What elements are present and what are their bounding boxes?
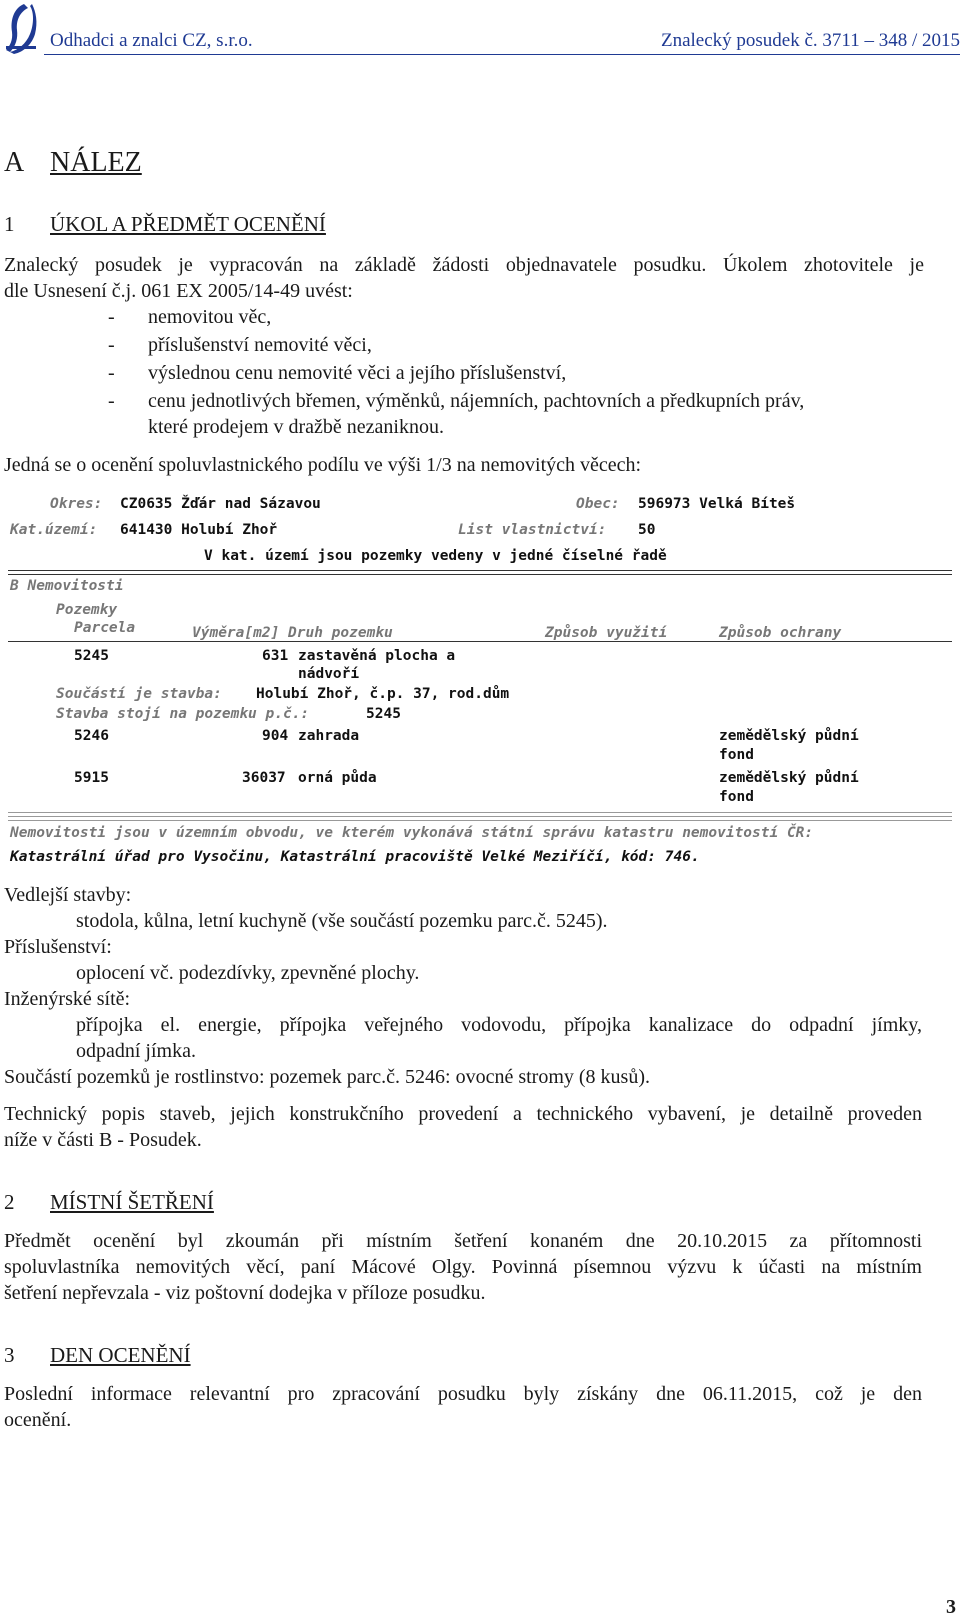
company-logo [4,2,38,54]
soucasti-pozemku: Součástí pozemků je rostlinstvo: pozemek parc.č. 5246: ovocné stromy (8 kusů). [4,1066,650,1088]
obec-value: 596973 Velká Bíteš [638,496,796,512]
soucasti-value: Holubí Zhoř, č.p. 37, rod.dům [256,686,510,702]
vyuziti-header: Způsob využití [545,625,668,641]
tech-line2: níže v části B - Posudek. [4,1129,202,1151]
sec2-line2: spoluvlastníka nemovitých věcí, paní Mácové Olgy. Povinná písemnou výzvu k účasti na místním [4,1256,922,1278]
table-cell: 5915 [74,770,109,786]
sec2-line1: Předmět ocenění byl zkoumán při místním šetření konaném dne 20.10.2015 za přítomnosti [4,1230,922,1252]
list-item: výslednou cenu nemovité věci a jejího příslušenství, [148,362,567,384]
table-rule [8,816,952,817]
prislusenstvi-label: Příslušenství: [4,936,112,958]
list-item: nemovitou věc, [148,306,272,328]
report-number: Znalecký posudek č. 3711 – 348 / 2015 [660,30,960,51]
sec2-title: MÍSTNÍ ŠETŘENÍ [50,1190,214,1214]
table-rule [8,641,952,642]
table-cell: 631 [262,648,289,664]
parcela-header: Parcela [74,620,136,636]
list-item-continuation: které prodejem v dražbě nezaniknou. [148,416,444,438]
table-cell: 5245 [74,648,109,664]
header-rule [44,54,960,55]
b-nemovitosti-label: B Nemovitosti [10,578,124,594]
okres-value: CZ0635 Žďár nad Sázavou [120,496,321,512]
sec1-paragraph-line1: Znalecký posudek je vypracován na základě žádosti objednavatele posudku. Úkolem zhotovitele je [4,254,924,276]
section-a-title: NÁLEZ [50,147,142,178]
ochrana-header: Způsob ochrany [719,625,842,641]
sec2-number: 2 [4,1190,15,1214]
table-cell: zemědělský půdní [719,728,859,744]
sec3-line1: Poslední informace relevantní pro zpracování posudku byly získány dne 06.11.2015, což je den [4,1383,922,1405]
bullet-mark: - [108,390,115,412]
prislusenstvi-value: oplocení vč. podezdívky, zpevněné plochy. [76,962,420,984]
sec2-line3: šetření nepřevzala - viz poštovní dodejka v příloze posudku. [4,1282,486,1304]
kn-footer-line1: Nemovitosti jsou v územním obvodu, ve kterém vykonává státní správu katastru nemovitostí ČR: [10,825,814,841]
stavba-value: 5245 [366,706,401,722]
table-cell: zahrada [298,728,360,744]
site-label: Inženýrské sítě: [4,988,131,1010]
table-cell: nádvoří [298,666,360,682]
katuzemi-value: 641430 Holubí Zhoř [120,522,278,538]
rada-note: V kat. území jsou pozemky vedeny v jedné číselné řadě [204,548,667,564]
bullet-mark: - [108,334,115,356]
soucasti-label: Součástí je stavba: [56,686,222,702]
lv-label: List vlastnictví: [458,522,607,538]
sec1-share-note: Jedná se o ocenění spoluvlastnického podílu ve výši 1/3 na nemovitých věcech: [4,454,642,476]
sec1-number: 1 [4,212,15,236]
kn-footer-line2: Katastrální úřad pro Vysočinu, Katastrální pracoviště Velké Meziříčí, kód: 746. [10,849,700,865]
tech-line1: Technický popis staveb, jejich konstrukčního provedení a technického vybavení, je detailně proveden [4,1103,922,1125]
list-item: příslušenství nemovité věci, [148,334,372,356]
obec-label: Obec: [576,496,620,512]
lv-value: 50 [638,522,656,538]
table-cell: 904 [262,728,289,744]
sec3-title: DEN OCENĚNÍ [50,1343,191,1367]
company-name: Odhadci a znalci CZ, s.r.o. [50,30,253,51]
page-header [0,0,960,58]
table-cell: 5246 [74,728,109,744]
sec1-paragraph-line2: dle Usnesení č.j. 061 EX 2005/14-49 uvést: [4,280,353,302]
pozemky-label: Pozemky [56,602,118,618]
table-rule [8,812,952,813]
table-cell: zastavěná plocha a [298,648,456,664]
table-cell: orná půda [298,770,377,786]
sec3-line2: ocenění. [4,1409,72,1431]
vedlejsi-label: Vedlejší stavby: [4,884,132,906]
bullet-mark: - [108,362,115,384]
table-cell: fond [719,789,754,805]
table-rule [8,574,952,575]
table-cell: 36037 [242,770,286,786]
table-rule [8,820,952,821]
stavba-label: Stavba stojí na pozemku p.č.: [56,706,310,722]
page-number: 3 [946,1596,956,1618]
list-item: cenu jednotlivých břemen, výměnků, nájemních, pachtovních a předkupních práv, [148,390,805,412]
bullet-mark: - [108,306,115,328]
sec1-title: ÚKOL A PŘEDMĚT OCENĚNÍ [50,212,326,236]
site-value-line1: přípojka el. energie, přípojka veřejného vodovodu, přípojka kanalizace do odpadní jímky, [76,1014,922,1036]
table-rule [8,570,952,571]
site-value-line2: odpadní jímka. [76,1040,196,1062]
vymera-druh-header: Výměra[m2] Druh pozemku [192,625,393,641]
vedlejsi-value: stodola, kůlna, letní kuchyně (vše součástí pozemku parc.č. 5245). [76,910,608,932]
okres-label: Okres: [50,496,103,512]
katuzemi-label: Kat.území: [10,522,98,538]
sec3-number: 3 [4,1343,15,1367]
table-cell: zemědělský půdní [719,770,859,786]
table-cell: fond [719,747,754,763]
section-a-letter: A [4,147,25,178]
